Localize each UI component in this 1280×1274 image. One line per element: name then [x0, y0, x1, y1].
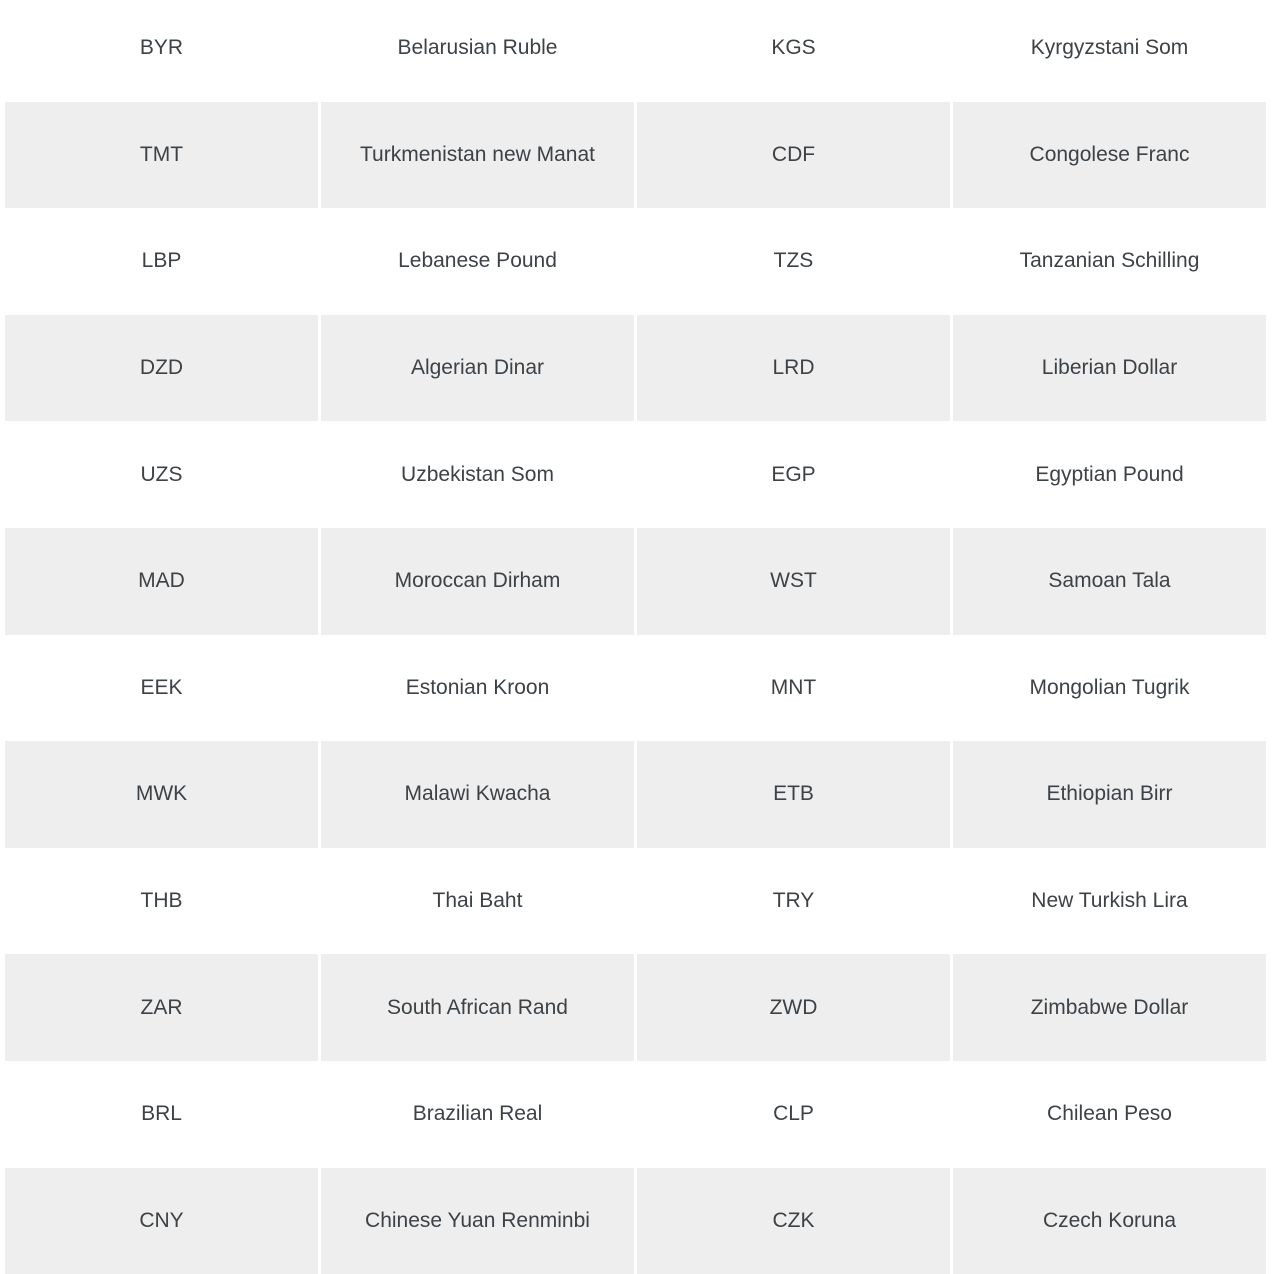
currency-code-cell: KGS [637, 0, 950, 102]
currency-code-cell: UZS [5, 421, 318, 528]
currency-code-cell: MAD [5, 528, 318, 635]
currency-code-cell: CDF [637, 102, 950, 209]
currency-code-cell: ETB [637, 741, 950, 848]
currency-name-cell: Samoan Tala [953, 528, 1266, 635]
currency-name-cell: Ethiopian Birr [953, 741, 1266, 848]
currency-name-cell: Brazilian Real [321, 1061, 634, 1168]
currency-name-cell: Liberian Dollar [953, 315, 1266, 422]
table-row [5, 528, 1266, 635]
currency-name-cell: Chilean Peso [953, 1061, 1266, 1168]
currency-name-cell: Moroccan Dirham [321, 528, 634, 635]
currency-name-cell: Egyptian Pound [953, 421, 1266, 528]
currency-name-cell: Algerian Dinar [321, 315, 634, 422]
table-row [5, 1168, 1266, 1274]
currency-code-cell: THB [5, 848, 318, 955]
table-row [5, 421, 1266, 528]
currency-name-cell: Estonian Kroon [321, 635, 634, 742]
currency-table [2, 0, 1269, 1274]
currency-name-cell: Malawi Kwacha [321, 741, 634, 848]
currency-code-cell: CZK [637, 1168, 950, 1274]
currency-name-cell: New Turkish Lira [953, 848, 1266, 955]
table-row [5, 0, 1266, 102]
currency-code-cell: LRD [637, 315, 950, 422]
currency-name-cell: Tanzanian Schilling [953, 208, 1266, 315]
currency-name-cell: Turkmenistan new Manat [321, 102, 634, 209]
currency-code-cell: TMT [5, 102, 318, 209]
currency-table-container [5, 0, 1269, 1274]
currency-name-cell: Mongolian Tugrik [953, 635, 1266, 742]
currency-code-cell: MNT [637, 635, 950, 742]
currency-name-cell: Congolese Franc [953, 102, 1266, 209]
table-row [5, 848, 1266, 955]
currency-code-cell: TZS [637, 208, 950, 315]
table-row [5, 741, 1266, 848]
table-row [5, 315, 1266, 422]
currency-code-cell: BYR [5, 0, 318, 102]
currency-code-cell: EEK [5, 635, 318, 742]
table-row [5, 208, 1266, 315]
table-row [5, 102, 1266, 209]
currency-code-cell: BRL [5, 1061, 318, 1168]
currency-code-cell: LBP [5, 208, 318, 315]
currency-name-cell: Zimbabwe Dollar [953, 954, 1266, 1061]
table-row [5, 954, 1266, 1061]
table-row [5, 635, 1266, 742]
currency-code-cell: ZAR [5, 954, 318, 1061]
currency-code-cell: DZD [5, 315, 318, 422]
currency-name-cell: Lebanese Pound [321, 208, 634, 315]
currency-name-cell: South African Rand [321, 954, 634, 1061]
currency-name-cell: Chinese Yuan Renminbi [321, 1168, 634, 1274]
currency-code-cell: TRY [637, 848, 950, 955]
currency-code-cell: EGP [637, 421, 950, 528]
currency-name-cell: Uzbekistan Som [321, 421, 634, 528]
currency-name-cell: Kyrgyzstani Som [953, 0, 1266, 102]
currency-code-cell: WST [637, 528, 950, 635]
currency-name-cell: Czech Koruna [953, 1168, 1266, 1274]
currency-code-cell: MWK [5, 741, 318, 848]
currency-code-cell: CLP [637, 1061, 950, 1168]
currency-name-cell: Belarusian Ruble [321, 0, 634, 102]
currency-name-cell: Thai Baht [321, 848, 634, 955]
currency-code-cell: CNY [5, 1168, 318, 1274]
table-row [5, 1061, 1266, 1168]
currency-code-cell: ZWD [637, 954, 950, 1061]
